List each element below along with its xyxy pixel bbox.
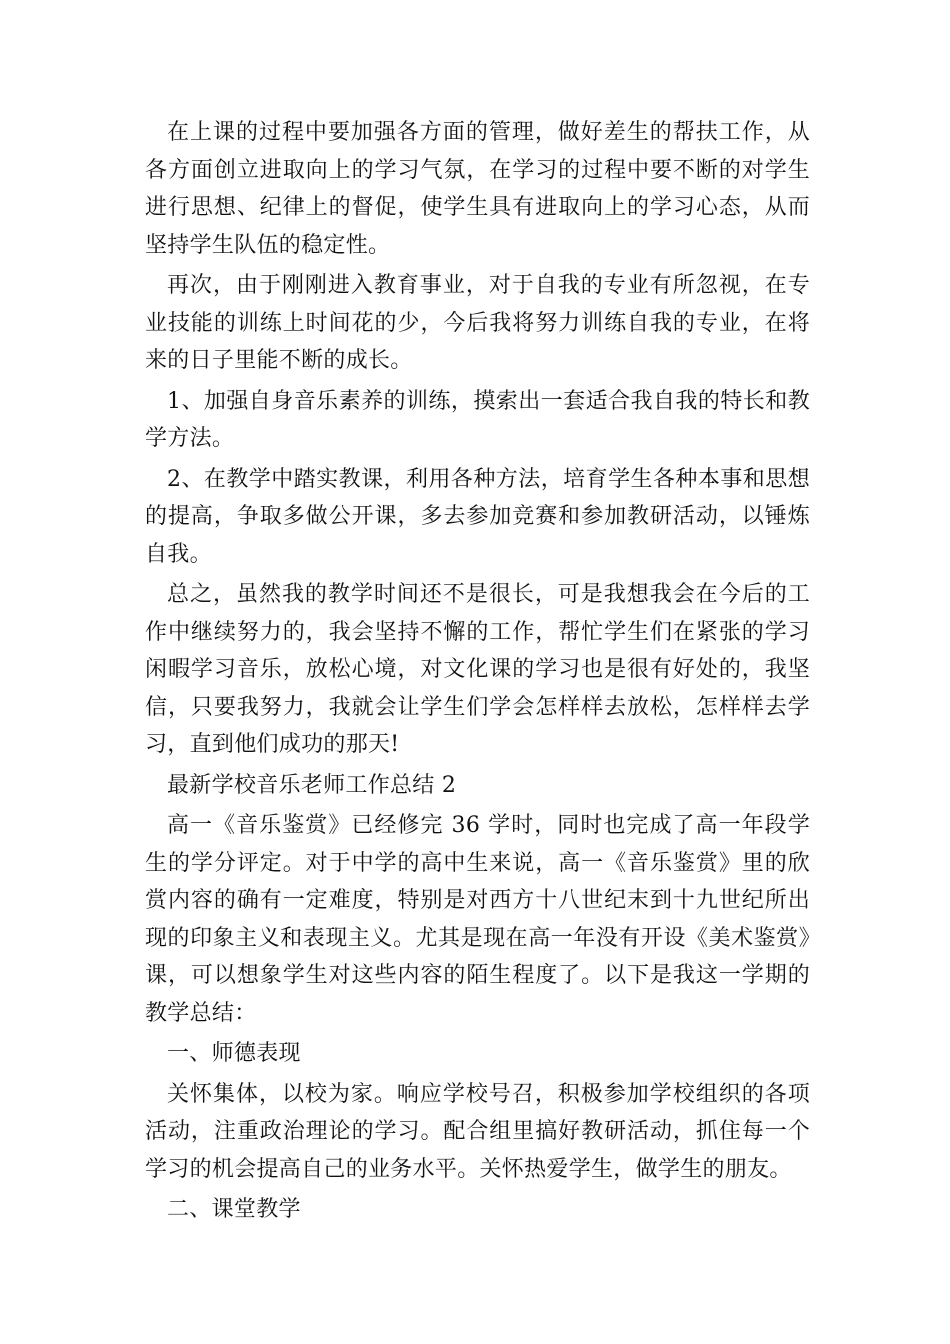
heading-classroom-teaching: 二、课堂教学 [167, 1197, 301, 1222]
document-body [145, 114, 810, 1232]
paragraph-music-appreciation: 高一《音乐鉴赏》已经修完 36 学时，同时也完成了高一年段学生的学分评定。对于中学的高中生来说，高一《音乐鉴赏》里的欣赏内容的确有一定难度，特别是对西方十八世纪末到十九世纪所出现的印象主义和表现主义。尤其是现在高一年没有开设《美术鉴赏》课，可以想象学生对这些内容的陌生程度了。以下是我这一学期的教学总结： [145, 813, 810, 1026]
paragraph-item-1: 1、加强自身音乐素养的训练，摸索出一套适合我自我的特长和教学方法。 [145, 388, 810, 451]
paragraph-ethics-detail: 关怀集体，以校为家。响应学校号召，积极参加学校组织的各项活动，注重政治理论的学习。配合组里搞好教研活动，抓住每一个学习的机会提高自己的业务水平。关怀热爱学生，做学生的朋友。 [145, 1081, 810, 1182]
heading-teacher-ethics: 一、师德表现 [167, 1041, 301, 1066]
paragraph-conclusion: 总之，虽然我的教学时间还不是很长，可是我想我会在今后的工作中继续努力的，我会坚持不懈的工作，帮忙学生们在紧张的学习闲暇学习音乐，放松心境，对文化课的学习也是很有好处的，我坚信，只要我努力，我就会让学生们学会怎样样去放松，怎样样去学习，直到他们成功的那天! [145, 582, 810, 757]
paragraph-item-2: 2、在教学中踏实教课，利用各种方法，培育学生各种本事和思想的提高，争取多做公开课，多去参加竞赛和参加教研活动，以锤炼自我。 [145, 466, 810, 567]
section-title-summary-2: 最新学校音乐老师工作总结 2 [167, 772, 457, 798]
paragraph-classroom-management: 在上课的过程中要加强各方面的管理，做好差生的帮扶工作，从各方面创立进取向上的学习气氛，在学习的过程中要不断的对学生进行思想、纪律上的督促，使学生具有进取向上的学习心态，从而坚持学生队伍的稳定性。 [145, 120, 810, 258]
paragraph-professional-growth: 再次，由于刚刚进入教育事业，对于自我的专业有所忽视，在专业技能的训练上时间花的少，今后我将努力训练自我的专业，在将来的日子里能不断的成长。 [145, 273, 810, 373]
